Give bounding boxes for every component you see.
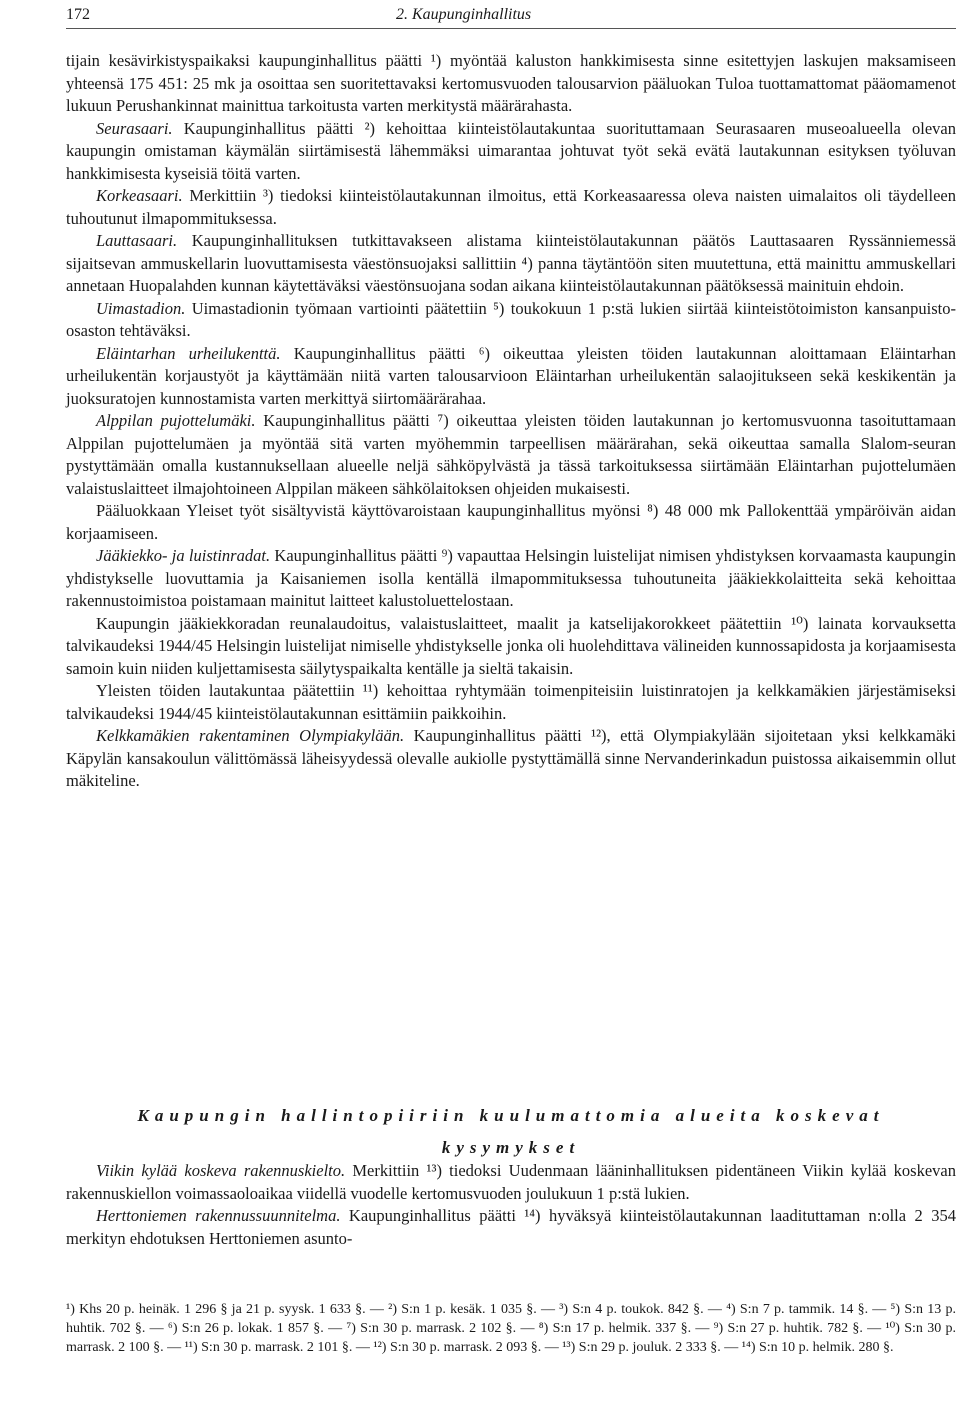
body-text — [66, 50, 956, 793]
paragraph-lead: Lauttasaari. — [96, 231, 178, 250]
paragraph-lead: Alppilan pujottelumäki. — [96, 411, 256, 430]
paragraph: Pääluokkaan Yleiset työt sisältyvistä käyttövaroistaan kaupunginhallitus myönsi ⁸) 48 000 mk Pallokenttää ympäröivän aidan korjaamiseen. — [66, 501, 956, 543]
paragraph-lead: Seurasaari. — [96, 118, 173, 138]
paragraph: Jääkiekko- ja luistinradat. Kaupunginhallitus päätti ⁹) vapauttaa Helsingin luistelijat nimisen yhdistyksen korvaamasta kaupungin yhdistykselle luovuttamia ja Kaisaniemen isolla kentällä ilmapommituksessa tuhoutuneita jääkiekkolaitteita sekä kehoittaa rakennustoimistoa poistamaan mainitut laitteet kalustoluettelostaan. — [66, 546, 957, 610]
running-title: 2. Kaupunginhallitus — [396, 6, 532, 23]
section-title-line: kysymykset — [441, 1138, 581, 1157]
paragraph-lead: Korkeasaari. — [96, 186, 183, 205]
paragraph: Viikin kylää koskeva rakennuskielto. Merkittiin ¹³) tiedoksi Uudenmaan lääninhallituksen pidentäneen Viikin kylää koskevan rakennuskiellon voimassaoloaikaa viidellä vuodelle kertomusvuoden joulukuun 1 p:stä lukien. — [66, 1161, 956, 1203]
paragraph: Seurasaari. Kaupunginhallitus päätti ²) kehoittaa kiinteistölautakuntaa suorituttamaan Seurasaaren museoalueella olevan kaupungin omistaman käymälän siirtämisestä lähemmäksi uimarantaa johtuvat työt sekä evätä lautakunnan esityksen työluvan hankkimisesta kyseisiä töitä varten. — [66, 118, 956, 183]
paragraph: Eläintarhan urheilukenttä. Kaupunginhallitus päätti ⁶) oikeuttaa yleisten töiden lautakunnan aloittamaan Eläintarhan urheilukentän korjaustyöt ja käyttämään niitä varten talousarvioon Eläintarhan urheilukentän salaojitukseen sekä keskikentän ja juoksuratojen kunnostamista varten merkittyä siirtomäärärahaa. — [66, 343, 956, 408]
paragraph: Uimastadion. Uimastadionin työmaan vartiointi päätettiin ⁵) toukokuun 1 p:stä lukien siirtää kiinteistötoimiston kansanpuisto-osaston tehtäväksi. — [66, 298, 956, 340]
paragraph: tijain kesävirkistyspaikaksi kaupunginhallitus päätti ¹) myöntää kaluston hankkimisesta sinne esitettyjen laskujen maksamiseen yhteensä 175 451: 25 mk ja osoittaa sen suoritettavaksi kertomusvuoden talousarvion pääluokan Tuloa tuottamattomat pääomamenot lukuun Perushankinnat mainittua tarkoitusta varten merkitystä määrärahasta. — [66, 51, 956, 115]
paragraph: Kaupungin jääkiekkoradan reunalaudoitus, valaistuslaitteet, maalit ja katselijakorokkeet päätettiin ¹⁰) lainata korvauksetta talvikaudeksi 1944/45 Helsingin luistelijat nimiselle yhdistykselle jonka oli huolehdittava välineiden kunnossapidosta ja korjaamisesta samoin kuin niiden kuljettamisesta säilytyspaikalta kentälle ja sieltä takaisin. — [66, 613, 956, 678]
paragraph-lead: Viikin kylää koskeva rakennuskielto. — [96, 1161, 346, 1180]
section-title — [66, 1100, 956, 1164]
footnotes: ¹) Khs 20 p. heinäk. 1 296 § ja 21 p. syysk. 1 633 §. — ²) S:n 1 p. kesäk. 1 035 §. — ³) S:n 4 p. toukok. 842 §. — ⁴) S:n 7 p. tammik. 14 §. — ⁵) S:n 13 p. huhtik. 702 §. — ⁶) S:n 26 p. lokak. 1 857 §. — ⁷) S:n 30 p. marrask. 2 102 §. — ⁸) S:n 17 p. helmik. 337 §. — ⁹) S:n 27 p. huhtik. 782 §. — ¹⁰) S:n 30 p. marrask. 2 100 §. — ¹¹) S:n 30 p. marrask. 2 101 §. — ¹²) S:n 30 p. marrask. 2 093 §. — ¹³) S:n 29 p. jouluk. 2 333 §. — ¹⁴) S:n 10 p. helmik. 280 §. — [66, 1302, 956, 1355]
page-number: 172 — [66, 6, 90, 23]
page-header — [66, 4, 956, 29]
paragraph: Yleisten töiden lautakuntaa päätettiin ¹¹) kehoittaa ryhtymään toimenpiteisiin luistinratojen ja kelkkamäkien järjestämiseksi talvikaudeksi 1944/45 kiinteistölautakunnan esittämiin paikkoihin. — [66, 681, 956, 723]
paragraph-lead: Uimastadion. — [96, 298, 186, 318]
paragraph: Lauttasaari. Kaupunginhallituksen tutkittavakseen alistama kiinteistölautakunnan päätös Lauttasaaren Ryssänniemessä sijaitsevan ammuskellarin luovuttamisesta väestönsuojaksi sallittiin ⁴) panna täytäntöön siten muutettuna, että mainittu ammuskellari annetaan Huopalahden kunnan käytettäväksi väestönsuojana sodan aikana kiinteistölautakunnan päätöksessä mainituin ehdoin. — [66, 231, 956, 295]
section-body — [66, 1160, 956, 1250]
paragraph-lead: Herttoniemen rakennussuunnitelma. — [96, 1206, 341, 1225]
paragraph-lead: Kelkkamäkien rakentaminen Olympiakylään. — [96, 726, 405, 745]
paragraph: Korkeasaari. Merkittiin ³) tiedoksi kiinteistölautakunnan ilmoitus, että Korkeasaaressa oleva naisten uimalaitos oli täydelleen tuhoutunut ilmapommituksessa. — [66, 186, 956, 228]
section-title-line: Kaupungin hallintopiiriin kuulumattomia alueita koskevat — [137, 1106, 885, 1125]
paragraph-lead: Eläintarhan urheilukenttä. — [96, 343, 281, 363]
paragraph: Herttoniemen rakennussuunnitelma. Kaupunginhallitus päätti ¹⁴) hyväksyä kiinteistölautakunnan laadituttaman n:olla 2 354 merkityn ehdotuksen Herttoniemen asunto- — [66, 1206, 956, 1248]
paragraph: Kelkkamäkien rakentaminen Olympiakylään. Kaupunginhallitus päätti ¹²), että Olympiakylään sijoitetaan yksi kelkkamäki Käpylän kansakoulun välittömässä läheisyydessä olevalle aukiolle pystyttämällä sinne Nervanderinkadun puistossa aikaisemmin ollut mäkiteline. — [66, 726, 956, 790]
paragraph: Alppilan pujottelumäki. Kaupunginhallitus päätti ⁷) oikeuttaa yleisten töiden lautakunnan jo kertomusvuonna tasoituttamaan Alppilan pujottelumäen ja myöntää sitä varten myöhemmin tarpeellisen määrärahan, sekä oikeuttaa samalla Slalom-seuran pystyttämään omalla kustannuksellaan alueelle neljä sähköpylvästä ja tässä tarkoituksessa siirtämään Eläintarhan pujottelumäen valaistuslaitteet ilmajohtoineen Alppilan mäkeen sähkölaitoksen ohjeiden mukaisesti. — [66, 411, 956, 498]
paragraph-lead: Jääkiekko- ja luistinradat. — [96, 546, 271, 565]
